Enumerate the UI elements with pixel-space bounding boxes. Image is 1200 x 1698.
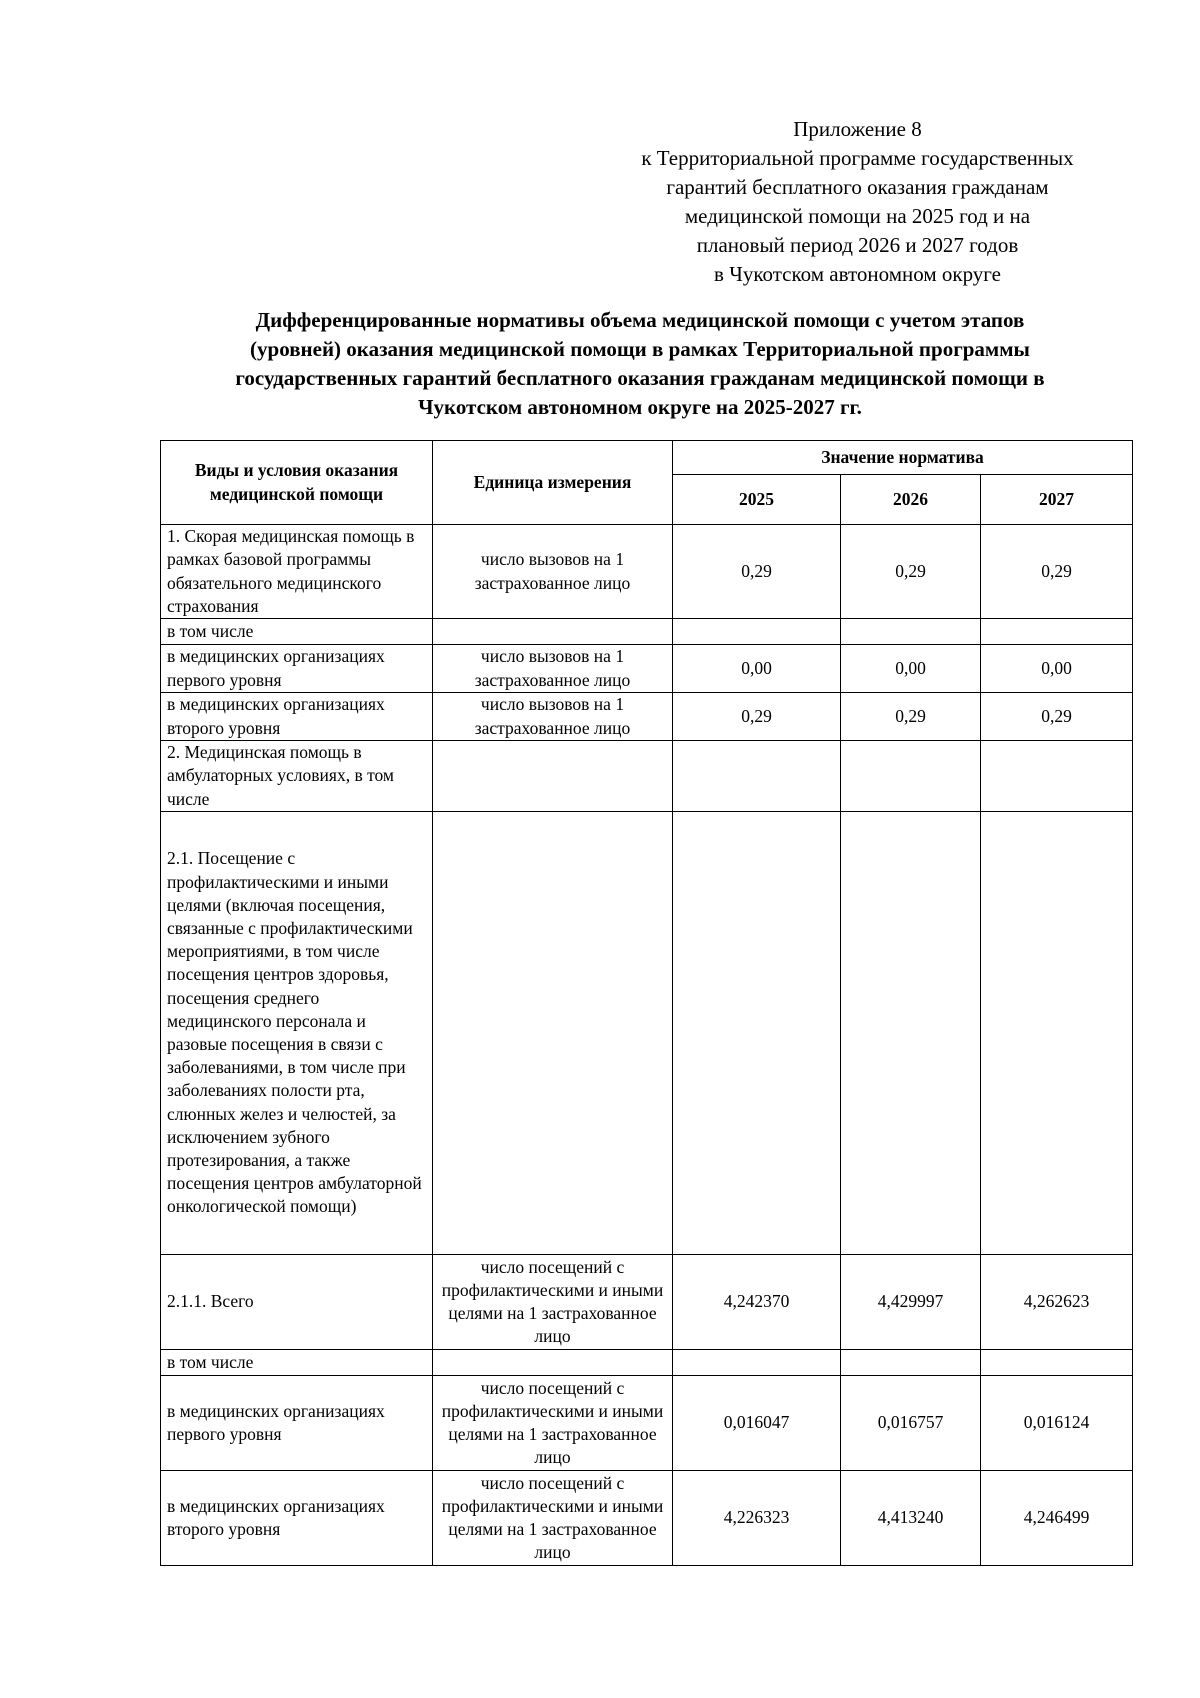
header-year-2026: 2026 [841,475,981,525]
cell-type: 1. Скорая медицинская помощь в рамках базовой программы обязательного медицинского страхования [161,525,433,619]
cell-unit [433,741,673,812]
table-row [161,1471,1133,1566]
document-title [150,306,1130,422]
cell-type: 2.1. Посещение с профилактическими и иными целями (включая посещения, связанные с профилактическими мероприятиями, в том числе посещения центров здоровья, посещения среднего медицинского персонала и разовые посещения в связи с заболеваниями, в том числе при заболеваниях полости рта, слюнных желез и челюстей, за исключением зубного протезирования, а также посещения центров амбулаторной онкологической помощи) [161,812,433,1255]
appendix-line: Приложение 8 [793,117,922,141]
cell-2025: 4,226323 [673,1471,841,1566]
title-line: государственных гарантий бесплатного оказания гражданам медицинской помощи в [235,366,1045,390]
cell-2025: 0,00 [673,645,841,693]
cell-unit [433,1350,673,1376]
appendix-line: к Территориальной программе государственных [641,146,1074,170]
cell-2027: 0,00 [981,645,1133,693]
cell-2026: 0,00 [841,645,981,693]
header-year-2025: 2025 [673,475,841,525]
cell-2026: 0,29 [841,693,981,741]
header-year-2027: 2027 [981,475,1133,525]
cell-type: 2.1.1. Всего [161,1255,433,1350]
table-row [161,693,1133,741]
cell-type: 2. Медицинская помощь в амбулаторных условиях, в том числе [161,741,433,812]
appendix-line: плановый период 2026 и 2027 годов [696,233,1019,257]
appendix-line: в Чукотском автономном округе [714,262,1001,286]
cell-2025 [673,1350,841,1376]
cell-2026: 4,413240 [841,1471,981,1566]
cell-type: в том числе [161,1350,433,1376]
cell-2025 [673,812,841,1255]
cell-unit: число посещений с профилактическими и иными целями на 1 застрахованное лицо [433,1255,673,1350]
table-row [161,525,1133,619]
cell-2025: 0,29 [673,525,841,619]
table-row [161,741,1133,812]
cell-2027: 4,246499 [981,1471,1133,1566]
cell-2026 [841,1350,981,1376]
table-row [161,1255,1133,1350]
cell-unit [433,619,673,645]
cell-unit: число посещений с профилактическими и иными целями на 1 застрахованное лицо [433,1376,673,1471]
cell-2027 [981,1350,1133,1376]
header-value: Значение норматива [673,441,1133,475]
cell-type: в медицинских организациях второго уровня [161,693,433,741]
cell-unit: число посещений с профилактическими и иными целями на 1 застрахованное лицо [433,1471,673,1566]
appendix-line: гарантий бесплатного оказания гражданам [666,175,1049,199]
cell-2027 [981,619,1133,645]
norms-table [160,440,1133,1566]
table-row [161,645,1133,693]
cell-2026 [841,741,981,812]
cell-unit: число вызовов на 1 застрахованное лицо [433,693,673,741]
cell-unit: число вызовов на 1 застрахованное лицо [433,645,673,693]
cell-2027: 4,262623 [981,1255,1133,1350]
cell-type: в медицинских организациях первого уровня [161,1376,433,1471]
cell-2025: 0,016047 [673,1376,841,1471]
cell-2027: 0,29 [981,693,1133,741]
cell-2027: 0,016124 [981,1376,1133,1471]
cell-2027 [981,812,1133,1255]
cell-type: в медицинских организациях второго уровня [161,1471,433,1566]
table-row [161,619,1133,645]
cell-2027 [981,741,1133,812]
appendix-line: медицинской помощи на 2025 год и на [684,204,1031,228]
title-line: Чукотском автономном округе на 2025-2027 гг. [418,395,862,419]
title-line: Дифференцированные нормативы объема медицинской помощи с учетом этапов [255,308,1025,332]
cell-2026 [841,619,981,645]
cell-2026: 0,016757 [841,1376,981,1471]
cell-2026: 0,29 [841,525,981,619]
cell-2025: 0,29 [673,693,841,741]
title-line: (уровней) оказания медицинской помощи в рамках Территориальной программы [250,337,1030,361]
cell-2025: 4,242370 [673,1255,841,1350]
header-type: Виды и условия оказания медицинской помощи [161,441,433,525]
cell-unit: число вызовов на 1 застрахованное лицо [433,525,673,619]
header-unit: Единица измерения [433,441,673,525]
cell-unit [433,812,673,1255]
cell-2026 [841,812,981,1255]
cell-2027: 0,29 [981,525,1133,619]
cell-2025 [673,619,841,645]
appendix-note [600,115,1115,289]
table-row [161,1350,1133,1376]
table-row [161,812,1133,1255]
cell-type: в том числе [161,619,433,645]
cell-2025 [673,741,841,812]
cell-type: в медицинских организациях первого уровня [161,645,433,693]
cell-2026: 4,429997 [841,1255,981,1350]
table-row [161,1376,1133,1471]
